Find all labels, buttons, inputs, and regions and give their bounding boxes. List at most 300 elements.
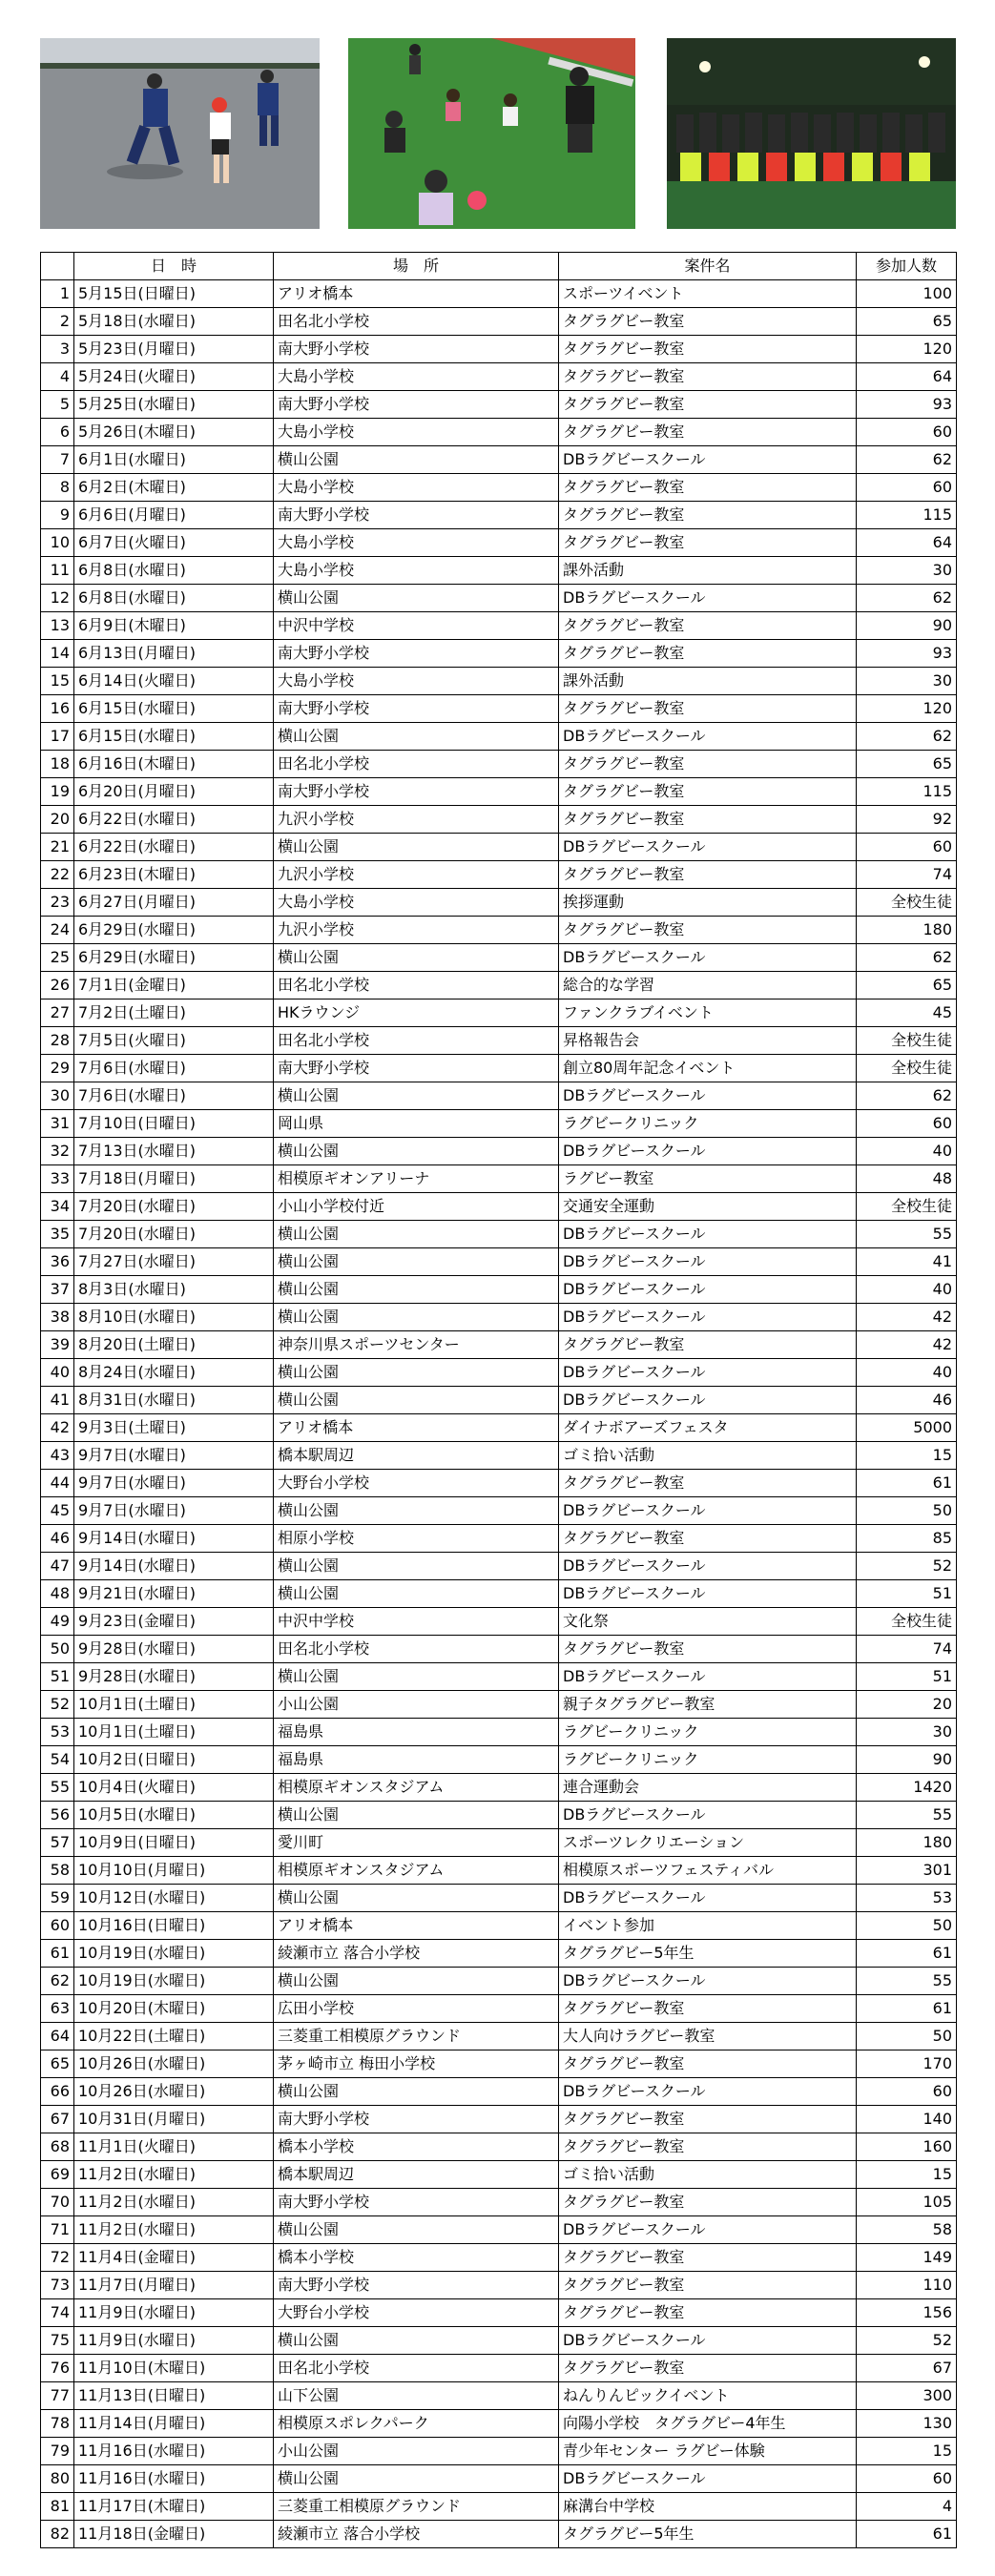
row-date: 5月18日(水曜日) [74, 308, 274, 336]
row-date: 6月1日(水曜日) [74, 446, 274, 474]
row-event-name: タグラグビー教室 [559, 612, 857, 640]
row-date: 9月7日(水曜日) [74, 1442, 274, 1470]
row-date: 10月12日(水曜日) [74, 1885, 274, 1912]
row-location: 橋本小学校 [274, 2133, 559, 2161]
row-participants: 90 [857, 1746, 957, 1774]
row-event-name: スポーツイベント [559, 280, 857, 308]
table-row [41, 419, 957, 446]
row-date: 6月16日(木曜日) [74, 751, 274, 778]
table-row [41, 1857, 957, 1885]
row-event-name: DBラグビースクール [559, 2327, 857, 2355]
row-event-name: ゴミ拾い活動 [559, 1442, 857, 1470]
table-row [41, 695, 957, 723]
row-participants: 105 [857, 2189, 957, 2216]
row-event-name: タグラグビー教室 [559, 2355, 857, 2382]
table-row [41, 668, 957, 695]
row-event-name: タグラグビー教室 [559, 806, 857, 834]
row-location: 愛川町 [274, 1829, 559, 1857]
row-participants: 全校生徒 [857, 1027, 957, 1055]
row-participants: 170 [857, 2050, 957, 2078]
row-event-name: 挨拶運動 [559, 889, 857, 917]
row-index: 13 [41, 612, 74, 640]
row-date: 6月29日(水曜日) [74, 944, 274, 972]
table-row [41, 446, 957, 474]
row-index: 73 [41, 2272, 74, 2299]
row-participants: 149 [857, 2244, 957, 2272]
row-index: 62 [41, 1968, 74, 1995]
table-row [41, 1387, 957, 1414]
row-participants: 130 [857, 2410, 957, 2438]
row-date: 7月6日(水曜日) [74, 1055, 274, 1082]
table-row [41, 2189, 957, 2216]
table-row [41, 1719, 957, 1746]
row-event-name: ゴミ拾い活動 [559, 2161, 857, 2189]
row-participants: 301 [857, 1857, 957, 1885]
row-participants: 48 [857, 1165, 957, 1193]
row-event-name: DBラグビースクール [559, 2216, 857, 2244]
row-event-name: タグラグビー5年生 [559, 2521, 857, 2548]
row-participants: 180 [857, 1829, 957, 1857]
row-event-name: タグラグビー教室 [559, 1470, 857, 1497]
row-location: 綾瀬市立 落合小学校 [274, 2521, 559, 2548]
row-event-name: 創立80周年記念イベント [559, 1055, 857, 1082]
row-index: 58 [41, 1857, 74, 1885]
row-index: 11 [41, 557, 74, 585]
row-location: 横山公園 [274, 1221, 559, 1248]
row-participants: 93 [857, 640, 957, 668]
row-event-name: タグラグビー教室 [559, 2106, 857, 2133]
row-location: 横山公園 [274, 1387, 559, 1414]
row-location: 南大野小学校 [274, 1055, 559, 1082]
row-participants: 93 [857, 391, 957, 419]
table-row [41, 391, 957, 419]
row-participants: 40 [857, 1276, 957, 1304]
row-event-name: 大人向けラグビー教室 [559, 2023, 857, 2050]
row-event-name: タグラグビー教室 [559, 1636, 857, 1663]
row-event-name: DBラグビースクール [559, 1663, 857, 1691]
row-date: 5月23日(月曜日) [74, 336, 274, 363]
row-participants: 50 [857, 1497, 957, 1525]
row-date: 11月7日(月曜日) [74, 2272, 274, 2299]
row-index: 63 [41, 1995, 74, 2023]
row-participants: 62 [857, 944, 957, 972]
row-location: 南大野小学校 [274, 695, 559, 723]
row-event-name: 課外活動 [559, 668, 857, 695]
row-participants: 40 [857, 1138, 957, 1165]
activity-schedule-table [40, 252, 957, 2548]
row-date: 10月20日(木曜日) [74, 1995, 274, 2023]
table-row [41, 2050, 957, 2078]
row-date: 6月13日(月曜日) [74, 640, 274, 668]
row-index: 57 [41, 1829, 74, 1857]
row-location: 大島小学校 [274, 474, 559, 502]
row-date: 9月7日(水曜日) [74, 1497, 274, 1525]
table-row [41, 751, 957, 778]
row-index: 28 [41, 1027, 74, 1055]
row-index: 47 [41, 1553, 74, 1580]
row-index: 76 [41, 2355, 74, 2382]
row-index: 55 [41, 1774, 74, 1802]
row-event-name: DBラグビースクール [559, 1359, 857, 1387]
row-date: 10月22日(土曜日) [74, 2023, 274, 2050]
row-participants: 115 [857, 778, 957, 806]
row-location: 横山公園 [274, 585, 559, 612]
row-location: 大野台小学校 [274, 1470, 559, 1497]
row-event-name: タグラグビー教室 [559, 751, 857, 778]
row-location: 三菱重工相模原グラウンド [274, 2023, 559, 2050]
row-event-name: DBラグビースクール [559, 1497, 857, 1525]
row-location: 横山公園 [274, 1663, 559, 1691]
row-event-name: タグラグビー教室 [559, 2272, 857, 2299]
row-event-name: DBラグビースクール [559, 723, 857, 751]
table-row [41, 944, 957, 972]
row-event-name: タグラグビー教室 [559, 502, 857, 529]
row-participants: 156 [857, 2299, 957, 2327]
row-location: HKラウンジ [274, 999, 559, 1027]
row-event-name: DBラグビースクール [559, 1885, 857, 1912]
row-index: 40 [41, 1359, 74, 1387]
row-location: 九沢小学校 [274, 917, 559, 944]
row-date: 6月2日(木曜日) [74, 474, 274, 502]
row-date: 7月20日(水曜日) [74, 1221, 274, 1248]
row-location: 山下公園 [274, 2382, 559, 2410]
photo-strip [40, 38, 956, 229]
row-location: 田名北小学校 [274, 751, 559, 778]
table-row [41, 1055, 957, 1082]
row-date: 9月3日(土曜日) [74, 1414, 274, 1442]
row-participants: 65 [857, 751, 957, 778]
row-participants: 46 [857, 1387, 957, 1414]
row-date: 9月14日(水曜日) [74, 1525, 274, 1553]
row-participants: 180 [857, 917, 957, 944]
row-date: 10月19日(水曜日) [74, 1940, 274, 1968]
row-date: 9月28日(水曜日) [74, 1663, 274, 1691]
row-date: 11月2日(水曜日) [74, 2161, 274, 2189]
row-index: 74 [41, 2299, 74, 2327]
row-location: 小山公園 [274, 2438, 559, 2465]
row-index: 65 [41, 2050, 74, 2078]
row-event-name: ラグビー教室 [559, 1165, 857, 1193]
row-participants: 30 [857, 557, 957, 585]
row-event-name: タグラグビー教室 [559, 2299, 857, 2327]
row-index: 52 [41, 1691, 74, 1719]
row-location: 相原小学校 [274, 1525, 559, 1553]
row-index: 34 [41, 1193, 74, 1221]
row-index: 46 [41, 1525, 74, 1553]
row-index: 54 [41, 1746, 74, 1774]
row-event-name: DBラグビースクール [559, 1276, 857, 1304]
row-event-name: 交通安全運動 [559, 1193, 857, 1221]
row-index: 12 [41, 585, 74, 612]
row-index: 70 [41, 2189, 74, 2216]
row-participants: 4 [857, 2493, 957, 2521]
table-row [41, 2216, 957, 2244]
table-row [41, 1359, 957, 1387]
row-index: 15 [41, 668, 74, 695]
row-event-name: イベント参加 [559, 1912, 857, 1940]
row-date: 6月6日(月曜日) [74, 502, 274, 529]
row-participants: 30 [857, 668, 957, 695]
row-location: 小山公園 [274, 1691, 559, 1719]
table-row [41, 1995, 957, 2023]
row-location: 橋本駅周辺 [274, 1442, 559, 1470]
table-row [41, 1802, 957, 1829]
row-location: 大島小学校 [274, 557, 559, 585]
row-location: 南大野小学校 [274, 778, 559, 806]
row-index: 1 [41, 280, 74, 308]
row-event-name: タグラグビー教室 [559, 391, 857, 419]
row-event-name: DBラグビースクール [559, 1221, 857, 1248]
row-participants: 74 [857, 1636, 957, 1663]
row-index: 68 [41, 2133, 74, 2161]
table-row [41, 474, 957, 502]
table-row [41, 502, 957, 529]
row-participants: 全校生徒 [857, 1608, 957, 1636]
row-index: 19 [41, 778, 74, 806]
row-date: 6月29日(水曜日) [74, 917, 274, 944]
row-event-name: タグラグビー教室 [559, 695, 857, 723]
table-row [41, 2327, 957, 2355]
row-participants: 58 [857, 2216, 957, 2244]
row-participants: 65 [857, 972, 957, 999]
row-location: 横山公園 [274, 723, 559, 751]
table-row [41, 1165, 957, 1193]
row-date: 6月15日(水曜日) [74, 695, 274, 723]
row-participants: 90 [857, 612, 957, 640]
row-location: 横山公園 [274, 834, 559, 861]
row-index: 16 [41, 695, 74, 723]
row-event-name: DBラグビースクール [559, 2465, 857, 2493]
row-participants: 42 [857, 1304, 957, 1331]
table-row [41, 1248, 957, 1276]
row-event-name: タグラグビー教室 [559, 778, 857, 806]
row-location: アリオ橋本 [274, 1414, 559, 1442]
row-index: 3 [41, 336, 74, 363]
row-location: 神奈川県スポーツセンター [274, 1331, 559, 1359]
table-row [41, 612, 957, 640]
table-row [41, 806, 957, 834]
row-event-name: タグラグビー教室 [559, 474, 857, 502]
table-row [41, 2521, 957, 2548]
row-event-name: DBラグビースクール [559, 1387, 857, 1414]
row-location: 相模原ギオンスタジアム [274, 1857, 559, 1885]
row-date: 8月31日(水曜日) [74, 1387, 274, 1414]
table-row [41, 778, 957, 806]
row-index: 72 [41, 2244, 74, 2272]
row-location: 広田小学校 [274, 1995, 559, 2023]
row-participants: 120 [857, 336, 957, 363]
photo-team-group-night [667, 38, 956, 229]
row-index: 30 [41, 1082, 74, 1110]
row-date: 5月15日(日曜日) [74, 280, 274, 308]
row-location: アリオ橋本 [274, 280, 559, 308]
table-row [41, 585, 957, 612]
row-date: 11月18日(金曜日) [74, 2521, 274, 2548]
row-participants: 55 [857, 1221, 957, 1248]
row-index: 24 [41, 917, 74, 944]
row-location: 南大野小学校 [274, 502, 559, 529]
row-index: 31 [41, 1110, 74, 1138]
row-index: 69 [41, 2161, 74, 2189]
row-location: 横山公園 [274, 446, 559, 474]
table-row [41, 1442, 957, 1470]
row-location: 横山公園 [274, 1276, 559, 1304]
row-event-name: DBラグビースクール [559, 446, 857, 474]
row-location: 横山公園 [274, 1138, 559, 1165]
row-participants: 55 [857, 1968, 957, 1995]
row-event-name: 総合的な学習 [559, 972, 857, 999]
row-participants: 61 [857, 1995, 957, 2023]
row-index: 75 [41, 2327, 74, 2355]
table-row [41, 1580, 957, 1608]
row-participants: 160 [857, 2133, 957, 2161]
row-index: 17 [41, 723, 74, 751]
row-date: 8月3日(水曜日) [74, 1276, 274, 1304]
table-row [41, 999, 957, 1027]
table-row [41, 2106, 957, 2133]
row-location: 大島小学校 [274, 419, 559, 446]
row-date: 11月2日(水曜日) [74, 2216, 274, 2244]
row-index: 35 [41, 1221, 74, 1248]
row-location: 横山公園 [274, 2078, 559, 2106]
row-index: 51 [41, 1663, 74, 1691]
row-participants: 20 [857, 1691, 957, 1719]
row-index: 49 [41, 1608, 74, 1636]
table-row [41, 1110, 957, 1138]
table-row [41, 2355, 957, 2382]
row-location: 大野台小学校 [274, 2299, 559, 2327]
table-row [41, 1138, 957, 1165]
row-location: 相模原ギオンスタジアム [274, 1774, 559, 1802]
row-date: 10月31日(月曜日) [74, 2106, 274, 2133]
row-participants: 60 [857, 1110, 957, 1138]
row-location: 三菱重工相模原グラウンド [274, 2493, 559, 2521]
row-event-name: タグラグビー教室 [559, 2189, 857, 2216]
table-row [41, 972, 957, 999]
table-row [41, 2382, 957, 2410]
row-date: 7月6日(水曜日) [74, 1082, 274, 1110]
row-location: 相模原ギオンアリーナ [274, 1165, 559, 1193]
table-row [41, 1829, 957, 1857]
row-date: 5月25日(水曜日) [74, 391, 274, 419]
row-event-name: 麻溝台中学校 [559, 2493, 857, 2521]
row-index: 50 [41, 1636, 74, 1663]
row-date: 6月20日(月曜日) [74, 778, 274, 806]
row-date: 10月1日(土曜日) [74, 1719, 274, 1746]
header-participants: 参加人数 [857, 253, 957, 280]
row-event-name: DBラグビースクール [559, 944, 857, 972]
row-date: 6月9日(木曜日) [74, 612, 274, 640]
row-location: 南大野小学校 [274, 2106, 559, 2133]
row-event-name: 青少年センター ラグビー体験 [559, 2438, 857, 2465]
row-date: 11月14日(月曜日) [74, 2410, 274, 2438]
table-row [41, 1082, 957, 1110]
row-event-name: DBラグビースクール [559, 1802, 857, 1829]
row-participants: 60 [857, 2465, 957, 2493]
table-row [41, 557, 957, 585]
row-date: 7月20日(水曜日) [74, 1193, 274, 1221]
row-date: 6月7日(火曜日) [74, 529, 274, 557]
row-participants: 120 [857, 695, 957, 723]
photo-coach-with-child-schoolyard [40, 38, 320, 229]
row-location: 田名北小学校 [274, 308, 559, 336]
row-index: 60 [41, 1912, 74, 1940]
row-participants: 62 [857, 585, 957, 612]
row-event-name: DBラグビースクール [559, 2078, 857, 2106]
table-row [41, 1968, 957, 1995]
row-index: 80 [41, 2465, 74, 2493]
row-location: 大島小学校 [274, 668, 559, 695]
row-location: 九沢小学校 [274, 806, 559, 834]
row-event-name: 文化祭 [559, 1608, 857, 1636]
row-participants: 全校生徒 [857, 1055, 957, 1082]
row-date: 11月13日(日曜日) [74, 2382, 274, 2410]
row-participants: 300 [857, 2382, 957, 2410]
row-location: 横山公園 [274, 1304, 559, 1331]
table-row [41, 1885, 957, 1912]
row-index: 56 [41, 1802, 74, 1829]
table-row [41, 2078, 957, 2106]
row-index: 42 [41, 1414, 74, 1442]
row-location: 福島県 [274, 1719, 559, 1746]
row-event-name: タグラグビー教室 [559, 1331, 857, 1359]
row-date: 8月10日(水曜日) [74, 1304, 274, 1331]
row-date: 10月9日(日曜日) [74, 1829, 274, 1857]
row-date: 11月9日(水曜日) [74, 2299, 274, 2327]
row-participants: 51 [857, 1663, 957, 1691]
row-location: 小山小学校付近 [274, 1193, 559, 1221]
table-row [41, 640, 957, 668]
row-location: 福島県 [274, 1746, 559, 1774]
row-event-name: タグラグビー教室 [559, 529, 857, 557]
row-event-name: DBラグビースクール [559, 1968, 857, 1995]
table-row [41, 2133, 957, 2161]
row-participants: 61 [857, 1470, 957, 1497]
row-event-name: タグラグビー5年生 [559, 1940, 857, 1968]
row-index: 48 [41, 1580, 74, 1608]
row-participants: 64 [857, 363, 957, 391]
row-date: 9月14日(水曜日) [74, 1553, 274, 1580]
row-event-name: 昇格報告会 [559, 1027, 857, 1055]
row-index: 22 [41, 861, 74, 889]
header-event-name: 案件名 [559, 253, 857, 280]
row-date: 11月9日(水曜日) [74, 2327, 274, 2355]
row-participants: 64 [857, 529, 957, 557]
row-participants: 61 [857, 2521, 957, 2548]
table-row [41, 1663, 957, 1691]
row-index: 32 [41, 1138, 74, 1165]
row-date: 6月14日(火曜日) [74, 668, 274, 695]
row-index: 71 [41, 2216, 74, 2244]
row-participants: 100 [857, 280, 957, 308]
table-row [41, 363, 957, 391]
row-participants: 60 [857, 419, 957, 446]
row-date: 10月19日(水曜日) [74, 1968, 274, 1995]
row-participants: 110 [857, 2272, 957, 2299]
row-date: 7月27日(水曜日) [74, 1248, 274, 1276]
row-participants: 15 [857, 2438, 957, 2465]
table-row [41, 1414, 957, 1442]
row-participants: 15 [857, 1442, 957, 1470]
table-row [41, 1525, 957, 1553]
table-row [41, 1636, 957, 1663]
row-date: 6月23日(木曜日) [74, 861, 274, 889]
table-row [41, 1027, 957, 1055]
row-index: 25 [41, 944, 74, 972]
row-participants: 30 [857, 1719, 957, 1746]
row-participants: 52 [857, 1553, 957, 1580]
row-participants: 42 [857, 1331, 957, 1359]
